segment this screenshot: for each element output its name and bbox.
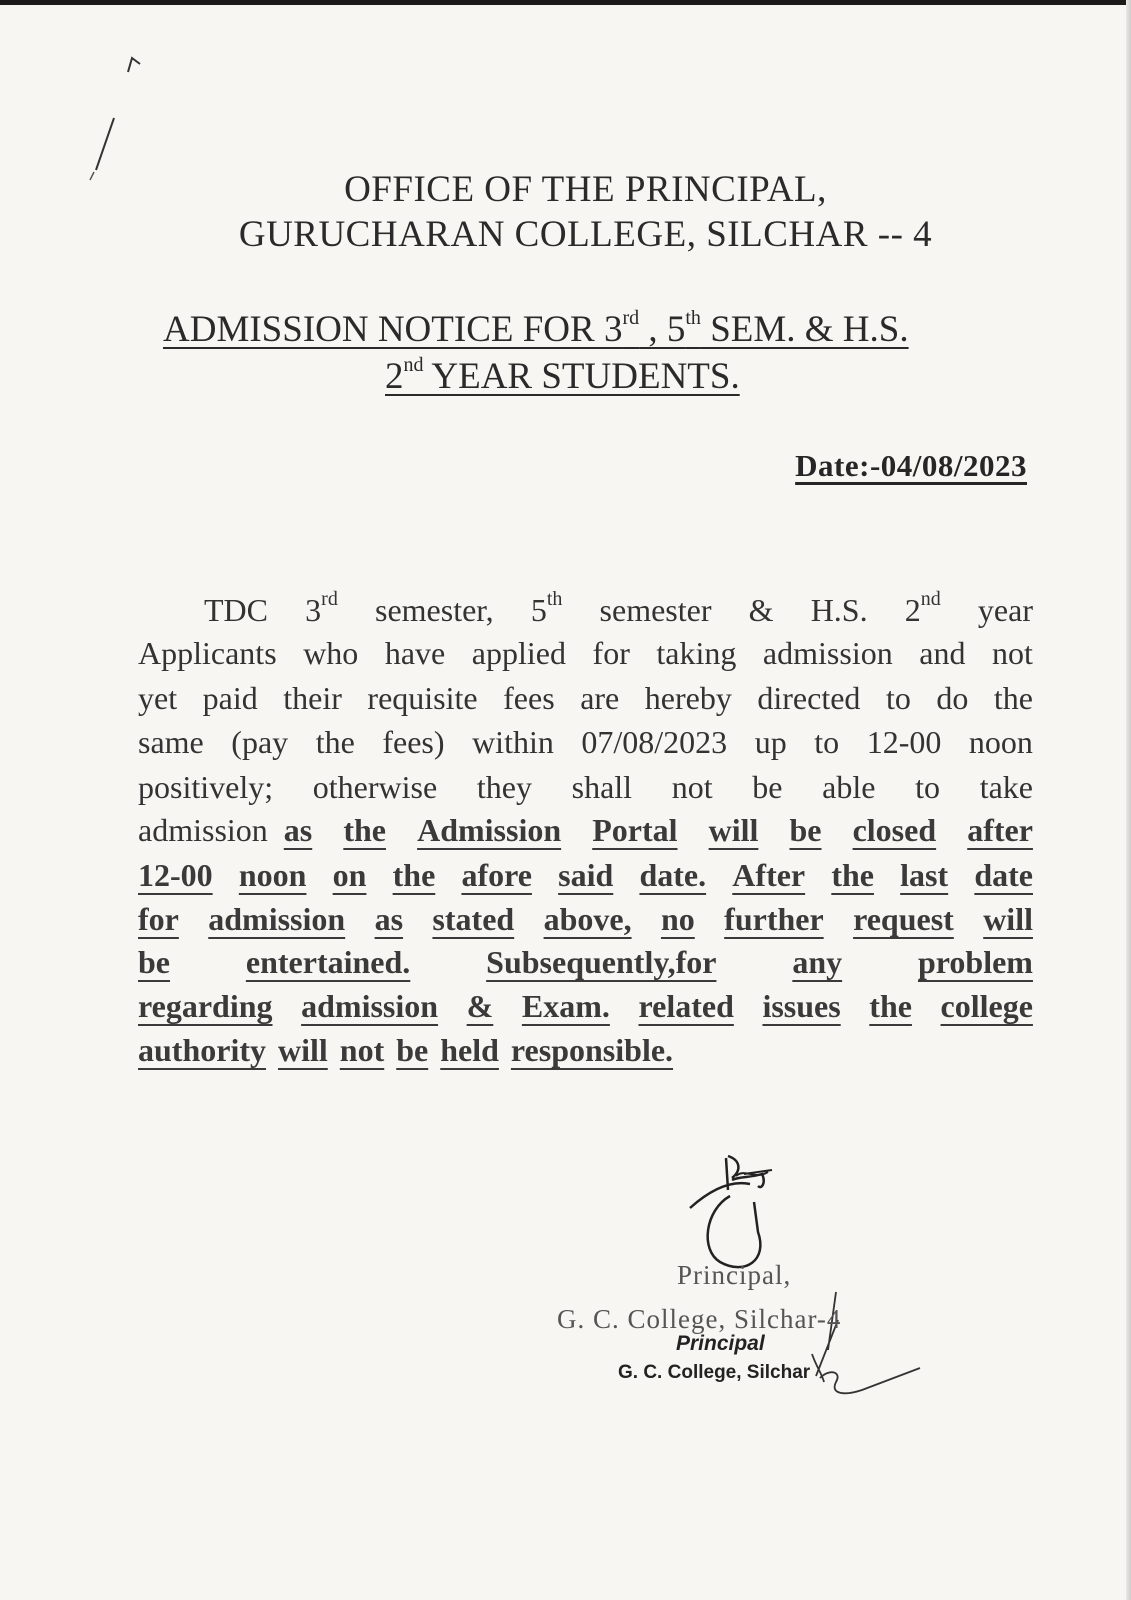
body-word: for [138, 901, 179, 937]
body-line-8 [138, 901, 1033, 945]
body-line-1 [204, 588, 1033, 636]
body-word: related [638, 988, 734, 1024]
body-emphasis [284, 812, 1033, 856]
body-word: and [919, 635, 966, 671]
body-word: taking [656, 635, 737, 671]
body-word: as [283, 812, 313, 848]
body-word: not [992, 635, 1033, 671]
body-line-4 [138, 724, 1033, 768]
body-word: 12-00 [138, 857, 213, 893]
body-word: applied [471, 635, 566, 671]
body-word: otherwise [312, 769, 438, 805]
body-word: stated [432, 901, 515, 937]
title-part-b: , 5 [639, 309, 686, 350]
body-word: fees [503, 680, 555, 716]
body-word: not [339, 1032, 385, 1068]
body-word: take [979, 769, 1033, 805]
body-word: the [315, 724, 355, 760]
body-word: will [983, 901, 1033, 937]
body-word: yet [138, 680, 178, 716]
body-word: be [396, 1032, 429, 1068]
body-word: the [343, 812, 386, 848]
body-word: shall [571, 769, 633, 805]
body-word: held [440, 1032, 499, 1068]
body-word: within [472, 724, 554, 760]
body-word: be [789, 812, 822, 848]
title-line2-num: 2 [385, 356, 404, 397]
body-word: & [466, 988, 494, 1024]
body-line-7 [138, 857, 1033, 901]
body-word: fees) [382, 724, 445, 760]
body-word: college [940, 988, 1033, 1024]
body-word: entertained. [245, 944, 411, 980]
body-word: not [671, 769, 713, 805]
body-word: semester [599, 592, 712, 628]
body-word: last [900, 857, 949, 893]
body-word: 5th [530, 588, 563, 628]
body-word: to [915, 769, 941, 805]
body-word: noon [968, 724, 1033, 760]
body-word: to [885, 680, 911, 716]
body-word: any [792, 944, 843, 980]
notice-date: Date:-04/08/2023 [795, 448, 1027, 483]
body-word: TDC [204, 592, 268, 628]
office-heading-line1: OFFICE OF THE PRINCIPAL, [344, 169, 827, 210]
body-word: closed [852, 812, 937, 848]
notice-title-line1 [163, 308, 909, 351]
body-word: 12-00 [866, 724, 942, 760]
body-line-10 [138, 988, 1033, 1032]
body-word: admission [762, 635, 893, 671]
body-word: regarding [138, 988, 273, 1024]
signature-college: G. C. College, Silchar-4 [557, 1304, 842, 1334]
body-word: to [814, 724, 840, 760]
body-word: will [708, 812, 759, 848]
title-line2-sup: nd [403, 353, 424, 376]
body-word: H.S. [810, 592, 868, 628]
body-word: as [374, 901, 404, 937]
body-word: issues [762, 988, 841, 1024]
body-word: request [853, 901, 954, 937]
body-word: on [332, 857, 367, 893]
body-line-9 [138, 944, 1033, 988]
body-word: be [138, 944, 170, 980]
body-word: for [592, 635, 630, 671]
stamp-title: Principal [676, 1332, 765, 1355]
body-word: year [977, 592, 1033, 628]
office-heading-line2: GURUCHARAN COLLEGE, SILCHAR -- 4 [238, 214, 933, 255]
body-line-5 [138, 769, 1033, 813]
body-word: date [974, 857, 1033, 893]
body-word: After [732, 857, 806, 893]
title-line2-rest: YEAR STUDENTS. [423, 356, 740, 397]
body-word: date. [639, 857, 707, 893]
body-word: the [869, 988, 912, 1024]
body-word: requisite [367, 680, 478, 716]
body-word: authority [138, 1032, 266, 1068]
body-line-6 [138, 812, 1033, 856]
body-word: be [752, 769, 783, 805]
title-sup-b: th [685, 306, 701, 329]
body-word: paid [202, 680, 258, 716]
body-word: no [660, 901, 695, 937]
body-word: Subsequently,for [486, 944, 717, 980]
body-word: 07/08/2023 [581, 724, 728, 760]
body-word: said [558, 857, 614, 893]
body-word: after [967, 812, 1033, 848]
body-word: afore [461, 857, 532, 893]
body-word: 2nd [904, 588, 941, 628]
body-plain-text: admission [138, 812, 268, 848]
body-word: they [476, 769, 532, 805]
body-word: Admission [417, 812, 562, 848]
body-word: Applicants [138, 635, 277, 671]
body-word: 3rd [305, 588, 338, 628]
body-word: the [392, 857, 436, 893]
body-word: same [138, 724, 204, 760]
signature-block [540, 1150, 960, 1430]
body-word: are [580, 680, 620, 716]
body-word: who [303, 635, 359, 671]
body-word: Exam. [521, 988, 610, 1024]
body-line-3 [138, 680, 1033, 724]
body-word: admission [301, 988, 439, 1024]
body-word: semester, [374, 592, 494, 628]
body-word: up [754, 724, 787, 760]
body-word: their [283, 680, 342, 716]
body-word: further [724, 901, 824, 937]
stamp-college: G. C. College, Silchar [618, 1362, 811, 1383]
body-word: admission [208, 901, 346, 937]
body-word: responsible. [510, 1032, 674, 1068]
signature-title: Principal, [677, 1260, 792, 1290]
body-word: hereby [644, 680, 732, 716]
body-word: noon [238, 857, 307, 893]
body-word: have [384, 635, 446, 671]
body-line-11 [138, 1032, 1033, 1076]
title-part-c: SEM. & H.S. [700, 309, 909, 350]
body-line-2 [138, 635, 1033, 679]
body-word: & [748, 592, 774, 628]
body-word: Portal [592, 812, 678, 848]
body-word: do [936, 680, 969, 716]
title-part-a: ADMISSION NOTICE FOR 3 [163, 309, 623, 350]
body-word: directed [757, 680, 861, 716]
body-word: positively; [138, 769, 274, 805]
body-word: above, [543, 901, 632, 937]
page-top-edge [0, 0, 1131, 5]
body-word: the [831, 857, 874, 893]
body-word: (pay [231, 724, 289, 760]
title-sup-a: rd [622, 306, 640, 329]
body-word: will [278, 1032, 328, 1068]
notice-title-line2 [385, 355, 740, 398]
body-word: able [822, 769, 876, 805]
body-word: the [993, 680, 1033, 716]
body-word: problem [917, 944, 1033, 980]
